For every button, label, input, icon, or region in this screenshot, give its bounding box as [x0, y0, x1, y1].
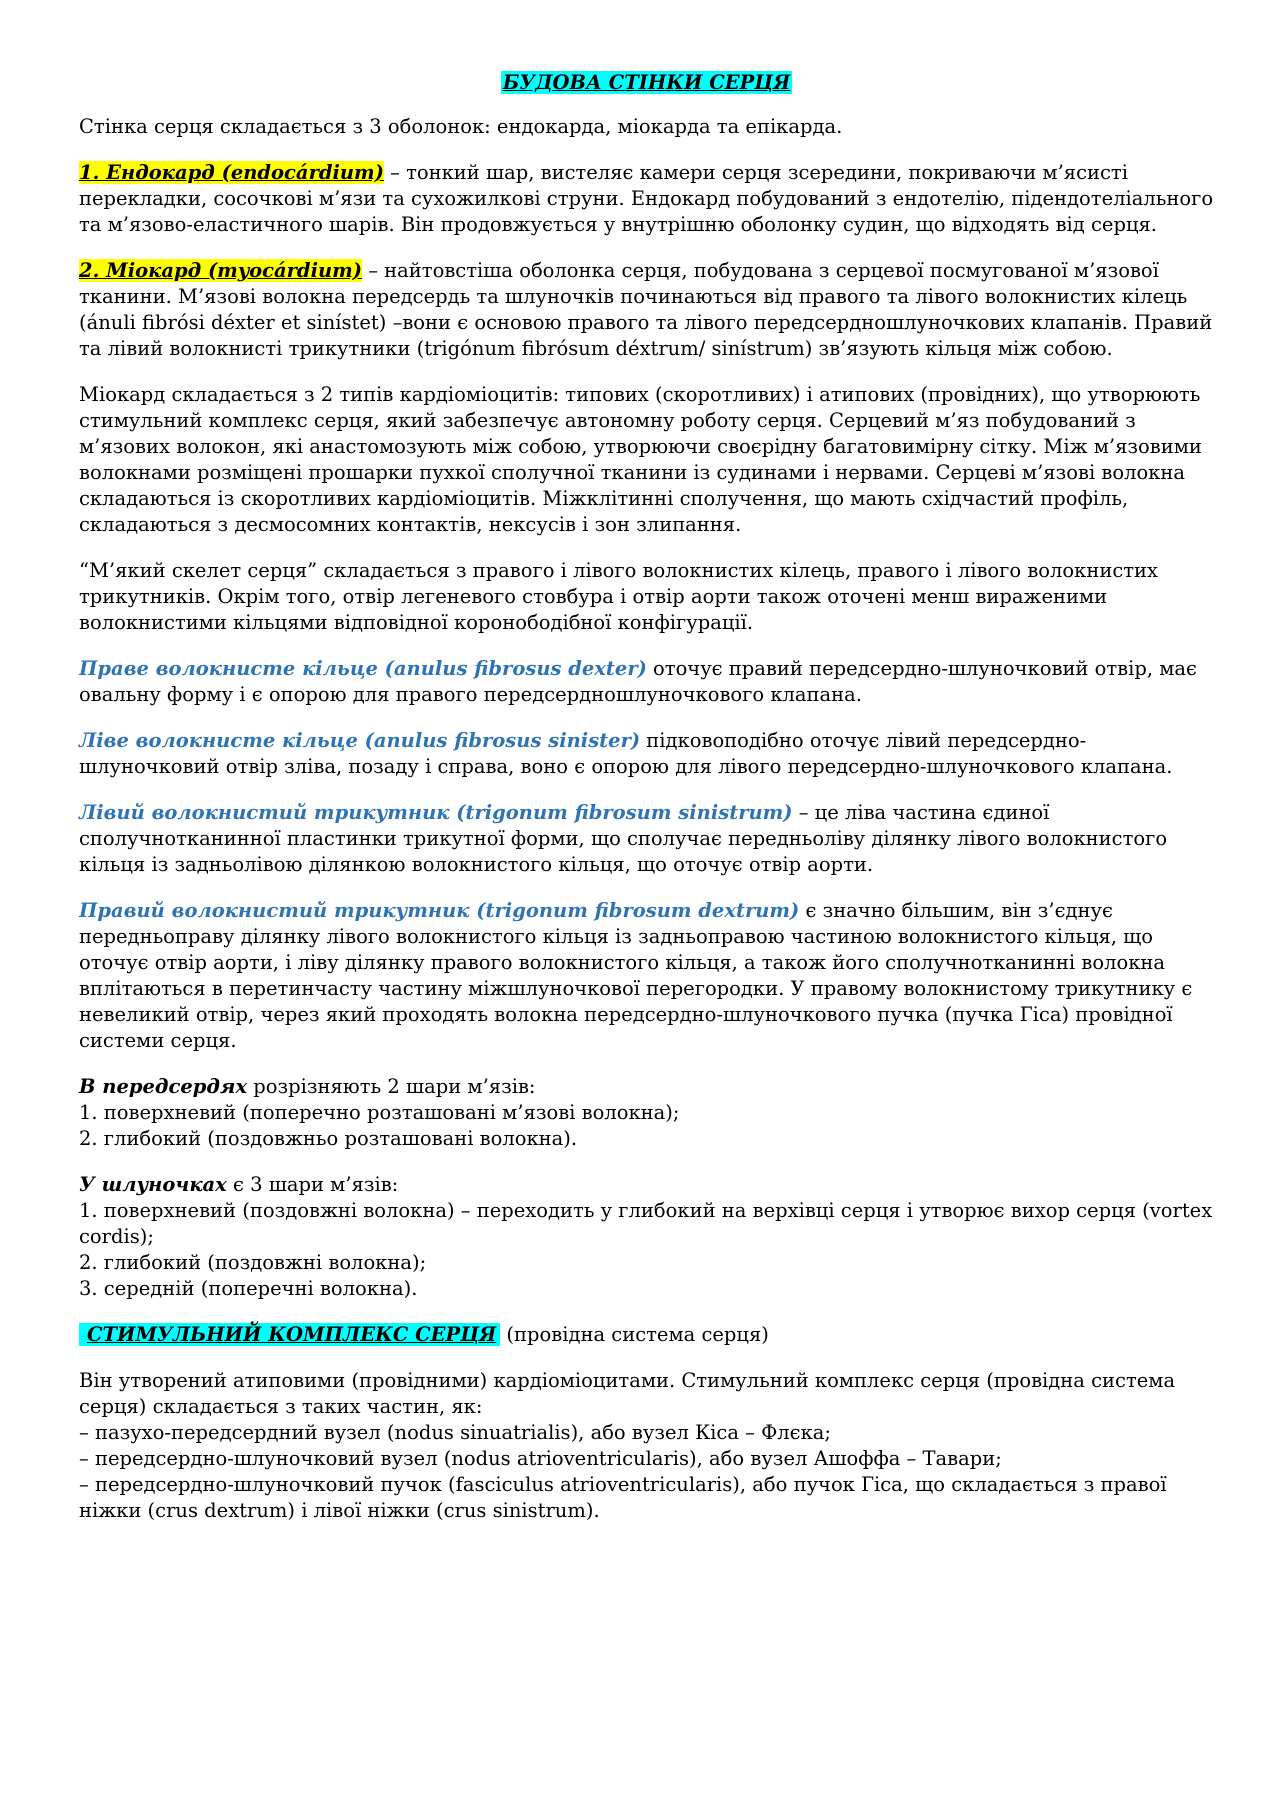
stimulus-subtitle: (провідна система серця) — [500, 1323, 769, 1346]
myocard-paragraph — [79, 258, 1214, 362]
right-ring-paragraph — [79, 656, 1214, 708]
endocard-paragraph — [79, 160, 1214, 238]
page-title: БУДОВА СТІНКИ СЕРЦЯ — [502, 71, 791, 94]
list-item: 1. поверхневий (поперечно розташовані м’язові волокна); — [79, 1101, 680, 1124]
right-trigone-paragraph — [79, 898, 1214, 1054]
atria-text: розрізняють 2 шари м’язів: — [247, 1075, 536, 1098]
atria-heading — [79, 1074, 1214, 1100]
list-item: 2. глибокий (поздовжні волокна); — [79, 1251, 427, 1274]
left-trigone-term: Лівий волокнистий трикутник (trigonum fibrosum sinistrum) — [79, 801, 793, 824]
soft-skeleton-paragraph: “М’який скелет серця” складається з правого і лівого волокнистих кілець, правого і лівого волокнистих трикутників. Окрім того, отвір легеневого стовбура і отвір аорти також оточені менш вираженими волокнистими кільцями відповідної коронободібної конфігурації. — [79, 559, 1159, 634]
left-trigone-text: – це ліва частина єдиної сполучнотканинної пластинки трикутної форми, що сполучає передньоліву ділянку лівого волокнистого кільця із задньолівою ділянкою волокнистого кільця, що оточує отвір аорти. — [79, 801, 1168, 876]
list-item: 1. поверхневий (поздовжні волокна) – переходить у глибокий на верхівці серця і утворює вихор серця (vortex cordis); — [79, 1199, 1213, 1248]
stimulus-block — [79, 1368, 1214, 1524]
right-trigone-text: є значно більшим, він з’єднує передньоправу ділянку лівого волокнистого кільця із задньоправою частиною волокнистого кільця, що оточує отвір аорти, і ліву ділянку правого волокнистого кільця, а також його сполучнотканинні волокна вплітаються в перетинчасту частину міжшлуночкової перегородки. У правому волокнистому трикутнику є невеликий отвір, через який проходять волокна передсердно-шлуночкового пучка (пучка Гіса) провідної системи серця. — [79, 899, 1193, 1052]
list-item: – пазухо-передсердний вузел (nodus sinuatrialis), або вузел Кіса – Флєка; — [79, 1421, 831, 1444]
list-item: – передсердно-шлуночковий пучок (fasciculus atrioventricularis), або пучок Гіса, що складається з правої ніжки (crus dextrum) і лівої ніжки (crus sinistrum). — [79, 1473, 1167, 1522]
list-item: 3. середній (поперечні волокна). — [79, 1277, 418, 1300]
stimulus-title: СТИМУЛЬНИЙ КОМПЛЕКС СЕРЦЯ — [79, 1323, 500, 1346]
myocard-text: – найтовстіша оболонка серця, побудована з серцевої посмугованої м’язової тканини. М’язові волокна передсердь та шлуночків починаються від правого та лівого волокнистих кілець (ánuli fibrósi déxter et sinístet) –вони є основою правого та лівого передсердношлуночкових клапанів. Правий та лівий волокнисті трикутники (trigónum fibrósum déxtrum/ sinístrum) зв’язують кільця між собою. — [79, 259, 1213, 360]
left-ring-term: Ліве волокнисте кільце (anulus fibrosus sinister) — [79, 729, 641, 752]
ventricles-lead: У шлуночках — [79, 1173, 227, 1196]
list-item: – передсердно-шлуночковий вузел (nodus atrioventricularis), або вузел Ашоффа – Тавари; — [79, 1447, 1002, 1470]
intro-paragraph: Стінка серця складається з 3 оболонок: ендокарда, міокарда та епікарда. — [79, 115, 843, 138]
myocard-term: 2. Міокард (myocárdium) — [79, 259, 363, 282]
endocard-term: 1. Ендокард (endocárdium) — [79, 161, 384, 184]
title-line — [79, 70, 1214, 96]
left-ring-paragraph — [79, 728, 1214, 780]
endocard-text: – тонкий шар, вистеляє камери серця зсередини, покриваючи м’ясисті перекладки, сосочкові м’язи та сухожилкові струни. Ендокард побудований з ендотелію, підендотеліального та м’язово-еластичного шарів. Він продовжується у внутрішню оболонку судин, що відходять від серця. — [79, 161, 1214, 236]
right-trigone-term: Правий волокнистий трикутник (trigonum fibrosum dextrum) — [79, 899, 800, 922]
right-ring-text: оточує правий передсердно-шлуночковий отвір, має овальну форму і є опорою для правого передсердношлуночкового клапана. — [79, 657, 1197, 706]
left-trigone-paragraph — [79, 800, 1214, 878]
stimulus-heading — [79, 1322, 1214, 1348]
ventricles-text: є 3 шари м’язів: — [226, 1173, 399, 1196]
left-ring-text: підковоподібно оточує лівий передсердно-шлуночковий отвір зліва, позаду і справа, воно є опорою для лівого передсердно-шлуночкового клапана. — [79, 729, 1173, 778]
stimulus-intro: Він утворений атиповими (провідними) кардіоміоцитами. Стимульний комплекс серця (провідна система серця) складається з таких частин, як: — [79, 1369, 1176, 1418]
right-ring-term: Праве волокнисте кільце (anulus fibrosus dexter) — [79, 657, 647, 680]
document-page — [79, 70, 1214, 1544]
ventricles-block — [79, 1172, 1214, 1302]
ventricles-heading — [79, 1172, 1214, 1198]
list-item: 2. глибокий (поздовжньо розташовані волокна). — [79, 1127, 578, 1150]
atria-block — [79, 1074, 1214, 1152]
atria-lead: В передсердях — [79, 1075, 248, 1098]
cardiomyocytes-paragraph: Міокард складається з 2 типів кардіоміоцитів: типових (скоротливих) і атипових (провідних), що утворюють стимульний комплекс серця, який забезпечує автономну роботу серця. Серцевий м’яз побудований з м’язових волокон, які анастомозують між собою, утворюючи своєрідну багатовимірну сітку. Між м’язовими волокнами розміщені прошарки пухкої сполучної тканини із судинами і нервами. Серцеві м’язові волокна складаються із скоротливих кардіоміоцитів. Міжклітинні сполучення, що мають східчастий профіль, складаються з десмосомних контактів, нексусів і зон злипання. — [79, 383, 1202, 536]
